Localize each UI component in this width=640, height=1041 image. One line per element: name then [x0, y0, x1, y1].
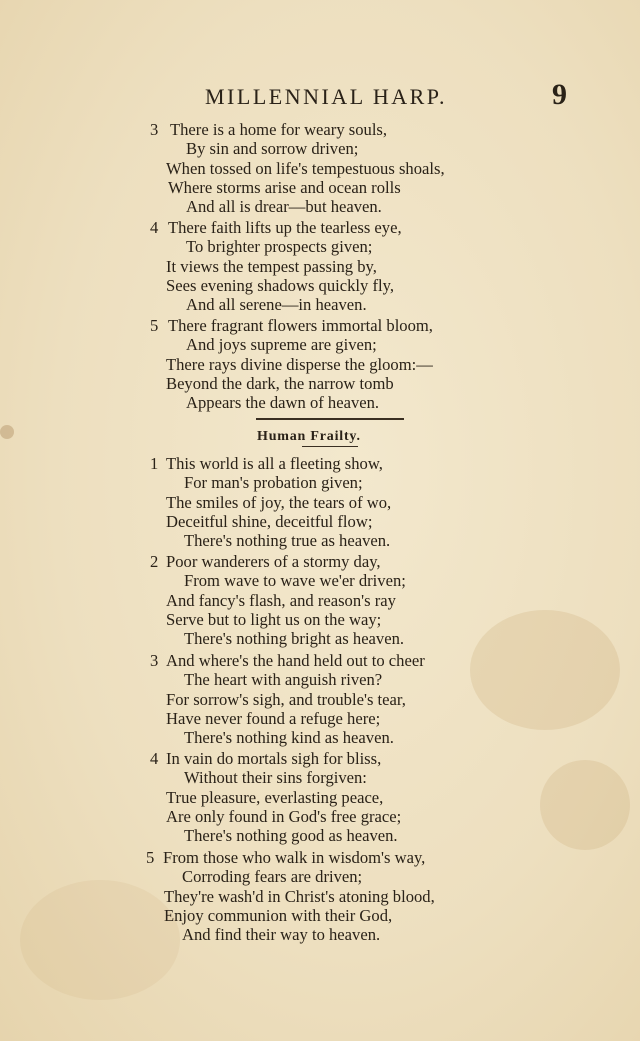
- verse-text: Poor wanderers of a stormy day,: [166, 552, 381, 571]
- verse-line: [0, 197, 640, 216]
- verse-line: [0, 295, 640, 314]
- verse-text: Sees evening shadows quickly fly,: [166, 275, 394, 295]
- verse-line: [0, 749, 640, 768]
- verse-text: In vain do mortals sigh for bliss,: [166, 749, 382, 768]
- verse-text: Enjoy communion with their God,: [164, 905, 393, 925]
- verse-text: Deceitful shine, deceitful flow;: [166, 511, 373, 531]
- verse-text: There is a home for weary souls,: [170, 120, 388, 139]
- verse-line: [0, 552, 640, 571]
- verse-line: [0, 571, 640, 590]
- verse-text: For sorrow's sigh, and trouble's tear,: [166, 689, 406, 709]
- verse-line: [0, 178, 640, 197]
- stanza: [0, 848, 640, 944]
- stanza-number: 5: [150, 316, 159, 335]
- hymn-divider: [256, 418, 404, 420]
- verse-line: [0, 826, 640, 845]
- verse-text: And fancy's flash, and reason's ray: [166, 590, 396, 610]
- verse-text: And all is drear—but heaven.: [186, 197, 382, 217]
- verse-text: There's nothing good as heaven.: [184, 826, 398, 846]
- verse-line: [0, 512, 640, 531]
- verse-line: [0, 454, 640, 473]
- running-title: MILLENNIAL HARP.: [205, 84, 448, 109]
- verse-text: There faith lifts up the tearless eye,: [168, 218, 402, 237]
- page-header: [0, 80, 640, 120]
- verse-line: [0, 393, 640, 412]
- verse-line: [0, 670, 640, 689]
- stanza: [0, 120, 640, 216]
- verse-text: And find their way to heaven.: [182, 925, 381, 945]
- page-number: 9: [552, 78, 567, 111]
- verse-line: [0, 159, 640, 178]
- verse-text: True pleasure, everlasting peace,: [166, 787, 384, 807]
- stanza-number: 1: [150, 454, 159, 473]
- verse-text: There rays divine disperse the gloom:—: [166, 354, 433, 374]
- verse-text: There's nothing kind as heaven.: [184, 728, 394, 748]
- verse-line: [0, 629, 640, 648]
- title-rule: [302, 446, 358, 447]
- verse-text: And all serene—in heaven.: [186, 295, 367, 315]
- verse-line: [0, 374, 640, 393]
- verse-line: [0, 651, 640, 670]
- verse-line: [0, 887, 640, 906]
- verse-line: [0, 218, 640, 237]
- verse-text: Corroding fears are driven;: [182, 867, 363, 887]
- verse-text: They're wash'd in Christ's atoning blood,: [164, 886, 435, 906]
- verse-text: It views the tempest passing by,: [166, 256, 377, 276]
- verse-text: And joys supreme are given;: [186, 335, 377, 355]
- verse-line: [0, 610, 640, 629]
- verse-text: From those who walk in wisdom's way,: [163, 848, 426, 867]
- verse-line: [0, 237, 640, 256]
- verse-text: The heart with anguish riven?: [184, 670, 383, 690]
- verse-text: From wave to wave we'er driven;: [184, 571, 406, 591]
- stanza-number: 3: [150, 651, 159, 670]
- stanza: [0, 316, 640, 412]
- verse-line: [0, 925, 640, 944]
- stanza-number: 4: [150, 749, 159, 768]
- verse-line: [0, 355, 640, 374]
- verse-line: [0, 867, 640, 886]
- verse-line: [0, 591, 640, 610]
- verse-line: [0, 906, 640, 925]
- verse-line: [0, 473, 640, 492]
- verse-text: Where storms arise and ocean rolls: [168, 177, 401, 197]
- verse-text: Appears the dawn of heaven.: [186, 393, 380, 413]
- verse-line: [0, 848, 640, 867]
- verse-line: [0, 335, 640, 354]
- verse-line: [0, 139, 640, 158]
- stanza-number: 3: [150, 120, 159, 139]
- stanza: [0, 749, 640, 845]
- verse-line: [0, 690, 640, 709]
- verse-text: Serve but to light us on the way;: [166, 609, 382, 629]
- stanza: [0, 218, 640, 314]
- verse-text: There's nothing true as heaven.: [184, 531, 391, 551]
- verse-line: [0, 728, 640, 747]
- stanza: [0, 651, 640, 747]
- verse-line: [0, 276, 640, 295]
- verse-text: The smiles of joy, the tears of wo,: [166, 492, 392, 512]
- verse-text: There fragrant flowers immortal bloom,: [168, 316, 433, 335]
- verse-text: Without their sins forgiven:: [184, 768, 367, 788]
- verse-text: To brighter prospects given;: [186, 237, 373, 257]
- verse-line: [0, 807, 640, 826]
- paper-spot: [0, 425, 14, 439]
- verse-text: This world is all a fleeting show,: [166, 454, 383, 473]
- stanza: [0, 454, 640, 550]
- verse-line: [0, 257, 640, 276]
- verse-text: When tossed on life's tempestuous shoals,: [166, 158, 445, 178]
- verse-text: By sin and sorrow driven;: [186, 139, 359, 159]
- verse-text: Beyond the dark, the narrow tomb: [166, 373, 394, 393]
- verse-line: [0, 120, 640, 139]
- verse-line: [0, 531, 640, 550]
- verse-text: For man's probation given;: [184, 473, 363, 493]
- verse-line: [0, 316, 640, 335]
- verse-text: Have never found a refuge here;: [166, 708, 381, 728]
- verse-line: [0, 709, 640, 728]
- verse-text: There's nothing bright as heaven.: [184, 629, 405, 649]
- verse-text: And where's the hand held out to cheer: [166, 651, 425, 670]
- verse-line: [0, 493, 640, 512]
- hymn-title: Human Frailty.: [257, 429, 361, 444]
- stanza-number: 2: [150, 552, 159, 571]
- verse-text: Are only found in God's free grace;: [166, 806, 402, 826]
- verse-line: [0, 788, 640, 807]
- stanza-number: 4: [150, 218, 159, 237]
- stanza: [0, 552, 640, 648]
- verse-line: [0, 768, 640, 787]
- stanza-number: 5: [146, 848, 155, 867]
